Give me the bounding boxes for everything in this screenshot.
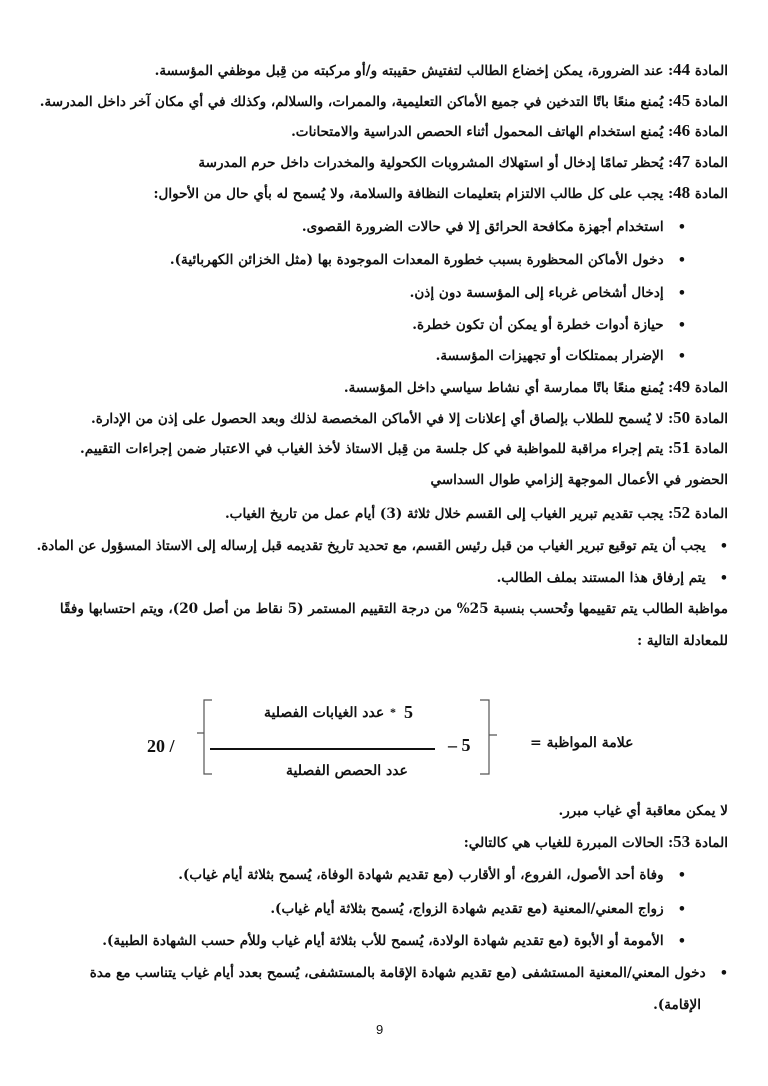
left-bracket bbox=[197, 700, 212, 774]
right-bracket bbox=[480, 700, 497, 774]
article-48 bbox=[153, 183, 728, 204]
grading-text-line-2: للمعادلة التالية : bbox=[637, 633, 728, 649]
article-text: : يجب على كل طالب الالتزام بتعليمات النظافة والسلامة، ولا يُسمح له بأي حال من الأحوال: bbox=[153, 186, 674, 202]
article-label: المادة bbox=[694, 835, 728, 851]
article-text: : يتم إجراء مراقبة للمواظبة في كل جلسة من قِبل الاستاذ لأخذ الغياب في الاعتبار ضمن إجراءات التقييم. bbox=[80, 441, 674, 457]
article-number: 46 bbox=[673, 121, 691, 140]
article-number: 44 bbox=[673, 60, 691, 79]
article-52 bbox=[225, 503, 728, 524]
article-52-item: • يتم إرفاق هذا المستند بملف الطالب. bbox=[497, 568, 728, 589]
multiply-sign: * bbox=[390, 705, 396, 719]
equation-lhs: علامة المواظبة = bbox=[530, 735, 634, 751]
article-label: المادة bbox=[694, 63, 728, 79]
article-47 bbox=[198, 152, 728, 173]
article-text: : يجب تقديم تبرير الغياب إلى القسم خلال ثلاثة (3) أيام عمل من تاريخ الغياب. bbox=[224, 506, 674, 522]
article-text: : يُمنع منعًا باتًا ممارسة أي نشاط سياسي داخل المؤسسة. bbox=[343, 380, 674, 396]
article-label: المادة bbox=[694, 411, 728, 427]
article-number: 47 bbox=[673, 152, 691, 171]
article-label: المادة bbox=[694, 155, 728, 171]
article-number: 48 bbox=[673, 183, 691, 202]
article-label: المادة bbox=[694, 94, 728, 110]
article-46 bbox=[291, 121, 728, 142]
minus-term: – 5 bbox=[448, 735, 471, 755]
article-text: : عند الضرورة، يمكن إخضاع الطالب لتفتيش حقيبته و/أو مركبته من قِبل موظفي المؤسسة. bbox=[154, 63, 674, 79]
article-number: 50 bbox=[673, 408, 691, 427]
article-text: : الحالات المبررة للغياب هي كالتالي: bbox=[463, 835, 674, 851]
article-53 bbox=[464, 832, 728, 853]
denominator-text: عدد الحصص الفصلية bbox=[286, 763, 408, 779]
no-penalty-note: لا يمكن معاقبة أي غياب مبرر. bbox=[558, 803, 728, 819]
article-number: 53 bbox=[673, 832, 691, 851]
attendance-note: الحضور في الأعمال الموجهة إلزامي طوال السداسي bbox=[430, 472, 728, 488]
article-53-item: • وفاة أحد الأصول، الفروع، أو الأقارب (مع تقديم شهادة الوفاة، يُسمح بثلاثة أيام غياب). bbox=[178, 865, 686, 886]
article-label: المادة bbox=[694, 380, 728, 396]
grading-text-line-1: مواظبة الطالب يتم تقييمها وتُحسب بنسبة 25% من درجة التقييم المستمر (5 نقاط من أصل 20)، ويتم احتسابها وفقًا bbox=[59, 601, 728, 617]
article-text: : يُمنع استخدام الهاتف المحمول أثناء الحصص الدراسية والامتحانات. bbox=[291, 124, 674, 140]
article-48-item: • حيازة أدوات خطرة أو يمكن أن تكون خطرة. bbox=[412, 315, 686, 336]
article-45 bbox=[40, 91, 728, 112]
article-label: المادة bbox=[694, 186, 728, 202]
article-number: 49 bbox=[673, 377, 691, 396]
article-48-item: • دخول الأماكن المحظورة بسبب خطورة المعدات الموجودة بها (مثل الخزائن الكهربائية). bbox=[170, 250, 686, 271]
article-number: 51 bbox=[673, 438, 691, 457]
article-48-item: • إدخال أشخاص غرباء إلى المؤسسة دون إذن. bbox=[410, 283, 686, 304]
numerator-factor: 5 bbox=[404, 702, 413, 722]
article-53-item-continued: الإقامة). bbox=[653, 997, 701, 1013]
article-number: 52 bbox=[673, 503, 691, 522]
article-48-item: • استخدام أجهزة مكافحة الحرائق إلا في حالات الضرورة القصوى. bbox=[302, 217, 686, 238]
article-53-item: • زواج المعني/المعنية (مع تقديم شهادة الزواج، يُسمح بثلاثة أيام غياب). bbox=[270, 899, 686, 920]
article-48-item: • الإضرار بممتلكات أو تجهيزات المؤسسة. bbox=[436, 346, 686, 367]
article-label: المادة bbox=[694, 124, 728, 140]
article-49 bbox=[344, 377, 728, 398]
numerator-text: عدد الغيابات الفصلية bbox=[264, 705, 385, 721]
article-text: : يُمنع منعًا باتًا التدخين في جميع الأماكن التعليمية، والممرات، والسلالم، وكذلك في أي مكان آخر داخل المدرسة. bbox=[39, 94, 674, 110]
article-50 bbox=[91, 408, 728, 429]
article-44 bbox=[155, 60, 728, 81]
article-number: 45 bbox=[673, 91, 691, 110]
divisor: 20 / bbox=[147, 736, 175, 756]
article-53-item: • دخول المعني/المعنية المستشفى (مع تقديم شهادة الإقامة بالمستشفى، يُسمح بعدد أيام غياب يتناسب مع مدة bbox=[90, 963, 728, 984]
article-52-item: • يجب أن يتم توقيع تبرير الغياب من قبل رئيس القسم، مع تحديد تاريخ تقديمه قبل إرساله إلى الاستاذ المسؤول عن المادة. bbox=[37, 537, 728, 557]
article-text: : يُحظر تمامًا إدخال أو استهلاك المشروبات الكحولية والمخدرات داخل حرم المدرسة bbox=[198, 155, 674, 171]
article-53-item: • الأمومة أو الأبوة (مع تقديم شهادة الولادة، يُسمح للأب بثلاثة أيام غياب وللأم حسب الشهادة الطبية). bbox=[102, 931, 686, 952]
article-label: المادة bbox=[694, 506, 728, 522]
article-label: المادة bbox=[694, 441, 728, 457]
article-51 bbox=[80, 438, 728, 459]
article-text: : لا يُسمح للطلاب بإلصاق أي إعلانات إلا في الأماكن المخصصة لذلك وبعد الحصول على إذن من الإدارة. bbox=[90, 411, 674, 427]
page-number: 9 bbox=[376, 1022, 384, 1037]
